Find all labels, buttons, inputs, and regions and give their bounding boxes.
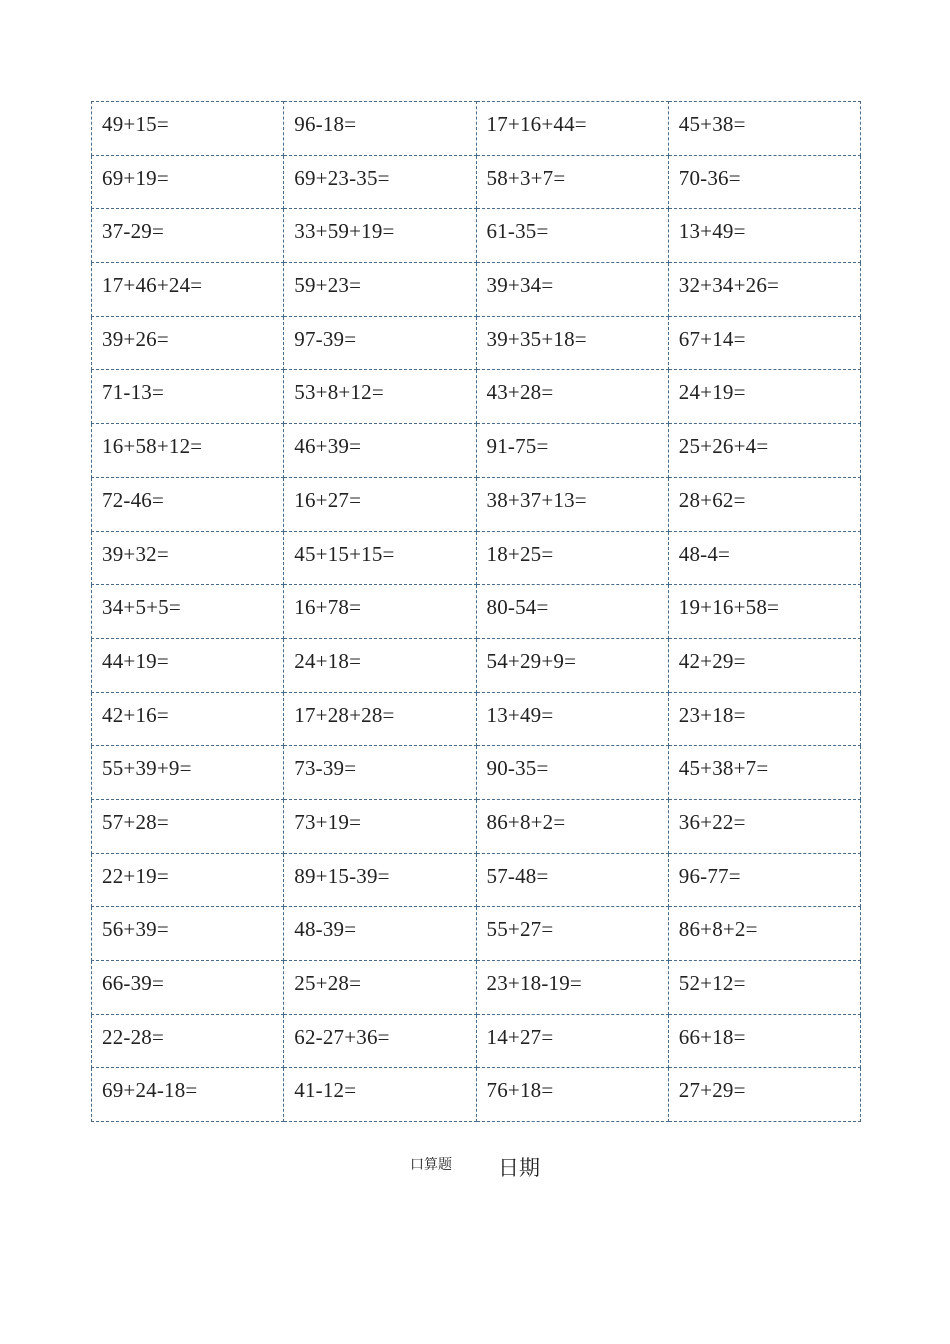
problem-cell: [92, 209, 284, 263]
problem-cell: [92, 1014, 284, 1068]
problem-text: 45+38=: [678, 112, 746, 136]
problem-text: 32+34+26=: [678, 273, 780, 298]
problem-text: 62-27+36=: [294, 1024, 390, 1049]
problem-cell: [668, 477, 860, 531]
problem-cell: [668, 531, 860, 585]
table-row: [92, 746, 861, 800]
table-row: [92, 531, 861, 585]
problem-cell: [92, 1068, 284, 1122]
problem-text: 38+37+13=: [486, 487, 587, 512]
problem-text: 45+38+7=: [678, 756, 769, 781]
table-row: [92, 907, 861, 961]
table-row: [92, 263, 861, 317]
problem-text: 69+19=: [102, 165, 169, 190]
problem-cell: [476, 907, 668, 961]
problem-cell: [92, 370, 284, 424]
problem-text: 25+26+4=: [678, 434, 769, 459]
problem-cell: [476, 638, 668, 692]
problem-cell: [284, 155, 476, 209]
problem-cell: [668, 102, 860, 156]
problem-text: 96-18=: [294, 112, 357, 136]
problem-cell: [476, 692, 668, 746]
table-row: [92, 799, 861, 853]
table-row: [92, 316, 861, 370]
problem-cell: [92, 961, 284, 1015]
problem-cell: [668, 907, 860, 961]
problem-cell: [668, 155, 860, 209]
problem-text: 89+15-39=: [294, 863, 390, 888]
problem-text: 17+28+28=: [294, 702, 395, 727]
problem-text: 24+19=: [678, 380, 746, 405]
problem-text: 48-39=: [294, 917, 357, 942]
problem-cell: [668, 799, 860, 853]
table-row: [92, 585, 861, 639]
date-label: 日期: [498, 1156, 540, 1180]
problem-text: 76+18=: [486, 1078, 554, 1103]
problem-text: 22+19=: [102, 863, 169, 888]
problem-text: 49+15=: [102, 112, 169, 136]
problem-cell: [668, 961, 860, 1015]
problem-text: 86+8+2=: [486, 809, 566, 834]
problem-cell: [668, 853, 860, 907]
problem-text: 53+8+12=: [294, 380, 384, 405]
problem-cell: [284, 424, 476, 478]
problem-text: 54+29+9=: [486, 648, 577, 673]
table-row: [92, 961, 861, 1015]
problem-text: 96-77=: [678, 863, 741, 888]
problem-cell: [476, 424, 668, 478]
problem-text: 23+18-19=: [486, 971, 582, 995]
problem-cell: [284, 638, 476, 692]
problem-cell: [92, 907, 284, 961]
problem-cell: [92, 477, 284, 531]
problem-text: 17+46+24=: [102, 273, 203, 298]
problem-text: 13+49=: [678, 219, 746, 244]
table-row: [92, 102, 861, 156]
problem-text: 59+23=: [294, 273, 362, 298]
problem-cell: [284, 102, 476, 156]
problem-cell: [92, 585, 284, 639]
problem-cell: [92, 102, 284, 156]
problem-cell: [284, 531, 476, 585]
problem-text: 17+16+44=: [486, 112, 587, 136]
problem-cell: [668, 263, 860, 317]
problem-text: 33+59+19=: [294, 219, 395, 244]
table-row: [92, 424, 861, 478]
problem-cell: [92, 316, 284, 370]
problem-text: 71-13=: [102, 380, 165, 405]
problem-cell: [668, 316, 860, 370]
problem-cell: [668, 638, 860, 692]
problem-cell: [92, 531, 284, 585]
problem-cell: [284, 585, 476, 639]
problem-cell: [284, 209, 476, 263]
problem-cell: [668, 1014, 860, 1068]
problem-text: 27+29=: [678, 1078, 746, 1103]
problem-cell: [92, 424, 284, 478]
problem-cell: [476, 155, 668, 209]
problem-cell: [476, 209, 668, 263]
problem-text: 43+28=: [486, 380, 554, 405]
problem-text: 36+22=: [678, 809, 746, 834]
problem-text: 13+49=: [486, 702, 554, 727]
problem-cell: [668, 209, 860, 263]
problem-cell: [284, 853, 476, 907]
problem-text: 39+26=: [102, 326, 169, 351]
problem-text: 46+39=: [294, 434, 362, 459]
problem-cell: [92, 263, 284, 317]
problem-text: 73-39=: [294, 756, 357, 781]
problem-cell: [92, 692, 284, 746]
problem-text: 39+34=: [486, 273, 554, 298]
problem-cell: [92, 746, 284, 800]
problem-text: 28+62=: [678, 487, 746, 512]
problem-cell: [476, 477, 668, 531]
problem-text: 66+18=: [678, 1024, 746, 1049]
problem-cell: [92, 853, 284, 907]
problem-cell: [284, 1068, 476, 1122]
problem-cell: [476, 316, 668, 370]
table-row: [92, 370, 861, 424]
problem-text: 48-4=: [678, 541, 731, 566]
problem-cell: [668, 692, 860, 746]
problem-text: 57+28=: [102, 809, 169, 834]
problem-cell: [284, 316, 476, 370]
problem-cell: [284, 746, 476, 800]
problem-cell: [668, 424, 860, 478]
problem-text: 80-54=: [486, 595, 549, 620]
problem-text: 61-35=: [486, 219, 549, 244]
problem-cell: [476, 585, 668, 639]
worksheet-title: 口算题: [410, 1157, 452, 1173]
problem-text: 52+12=: [678, 971, 746, 995]
problem-cell: [668, 746, 860, 800]
problem-cell: [668, 1068, 860, 1122]
problem-cell: [284, 692, 476, 746]
problem-text: 41-12=: [294, 1078, 357, 1103]
problem-cell: [92, 155, 284, 209]
problem-cell: [476, 746, 668, 800]
problem-text: 24+18=: [294, 648, 362, 673]
arithmetic-problem-table: [91, 101, 861, 1122]
table-row: [92, 692, 861, 746]
problem-cell: [284, 961, 476, 1015]
problem-cell: [476, 853, 668, 907]
problem-text: 72-46=: [102, 487, 165, 512]
problem-text: 67+14=: [678, 326, 746, 351]
problem-cell: [476, 263, 668, 317]
problem-text: 90-35=: [486, 756, 549, 781]
table-row: [92, 638, 861, 692]
problem-cell: [668, 370, 860, 424]
table-row: [92, 209, 861, 263]
table-row: [92, 1068, 861, 1122]
problem-text: 18+25=: [486, 541, 554, 566]
problem-cell: [668, 585, 860, 639]
problem-text: 39+32=: [102, 541, 169, 566]
problem-cell: [476, 102, 668, 156]
problem-text: 97-39=: [294, 326, 357, 351]
table-row: [92, 853, 861, 907]
problem-cell: [476, 531, 668, 585]
problem-cell: [476, 370, 668, 424]
problem-text: 23+18=: [678, 702, 746, 727]
problem-text: 57-48=: [486, 863, 549, 888]
problem-text: 56+39=: [102, 917, 169, 942]
problem-cell: [476, 961, 668, 1015]
problem-text: 16+58+12=: [102, 434, 203, 459]
problem-text: 39+35+18=: [486, 326, 587, 351]
problem-text: 45+15+15=: [294, 541, 395, 566]
problem-text: 37-29=: [102, 219, 165, 244]
problem-text: 69+23-35=: [294, 165, 390, 190]
table-row: [92, 477, 861, 531]
table-row: [92, 155, 861, 209]
problem-text: 16+27=: [294, 487, 362, 512]
problem-text: 42+29=: [678, 648, 746, 673]
problem-text: 34+5+5=: [102, 595, 181, 620]
problem-cell: [284, 1014, 476, 1068]
problem-cell: [284, 263, 476, 317]
problem-cell: [284, 799, 476, 853]
problem-cell: [476, 799, 668, 853]
problem-text: 14+27=: [486, 1024, 554, 1049]
problem-text: 55+39+9=: [102, 756, 192, 781]
problem-cell: [476, 1014, 668, 1068]
problem-text: 70-36=: [678, 165, 741, 190]
problem-cell: [92, 799, 284, 853]
problem-text: 73+19=: [294, 809, 362, 834]
table-row: [92, 1014, 861, 1068]
problem-cell: [92, 638, 284, 692]
problem-text: 55+27=: [486, 917, 554, 942]
problem-cell: [284, 370, 476, 424]
problem-text: 69+24-18=: [102, 1078, 198, 1103]
problem-text: 66-39=: [102, 971, 165, 995]
problem-text: 86+8+2=: [678, 917, 758, 942]
problem-text: 25+28=: [294, 971, 362, 995]
problem-cell: [476, 1068, 668, 1122]
problem-table-body: [92, 102, 861, 1122]
problem-cell: [284, 477, 476, 531]
problem-text: 44+19=: [102, 648, 169, 673]
problem-text: 42+16=: [102, 702, 169, 727]
problem-text: 91-75=: [486, 434, 549, 459]
problem-text: 22-28=: [102, 1024, 165, 1049]
problem-text: 19+16+58=: [678, 595, 780, 620]
problem-text: 16+78=: [294, 595, 362, 620]
problem-cell: [284, 907, 476, 961]
problem-text: 58+3+7=: [486, 165, 566, 190]
